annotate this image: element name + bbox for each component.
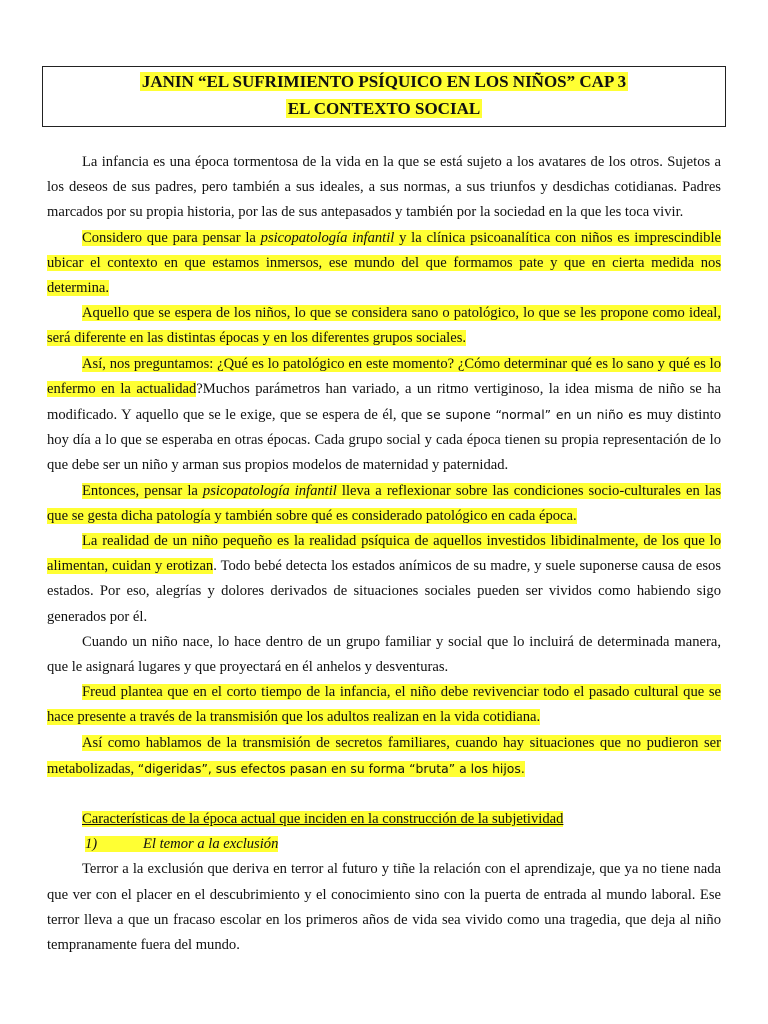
paragraph: Freud plantea que en el corto tiempo de la infancia, el niño debe revivenciar todo el pasado cultural que se hace presente a través de la transmisión que los adultos realizan en la vida cotidiana. — [47, 684, 721, 726]
paragraph: Así, nos preguntamos: ¿Qué es lo patológico en este momento? ¿Cómo determinar qué es lo sano y qué es lo enfermo en la actualidad?Muchos parámetros han variado, a un ritmo vertiginoso, la idea misma de niño se ha modificado. Y aquello que se le exige, que se espera de él, que se supone “normal” en un niño es muy distinto hoy día a lo que se esperaba en otras épocas. Cada grupo social y cada época tienen su propia representación de lo que debe ser un niño y arman sus propios modelos de maternidad y paternidad. — [47, 355, 721, 474]
section-heading: Características de la época actual que inciden en la construcción de la subjetividad — [82, 811, 564, 828]
subsection-heading: 1) El temor a la exclusión — [85, 836, 279, 853]
paragraph: Considero que para pensar la psicopatología infantil y la clínica psicoanalítica con niños es imprescindible ubicar el contexto en que estamos inmersos, ese mundo del que formamos pate y que en cierta medida nos determina. — [47, 229, 721, 297]
document-title: JANIN “EL SUFRIMIENTO PSÍQUICO EN LOS NIÑOS” CAP 3 — [141, 72, 627, 91]
document-body — [47, 150, 721, 958]
title-box — [42, 66, 726, 127]
paragraph: Entonces, pensar la psicopatología infantil lleva a reflexionar sobre las condiciones socio-culturales en las que se gesta dicha patología y también sobre qué es considerado patológico en cada época. — [47, 482, 721, 524]
paragraph: Terror a la exclusión que deriva en terror al futuro y tiñe la relación con el aprendizaje, que ya no tiene nada que ver con el placer en el descubrimiento y el conocimiento sino con la puerta de entrada al mundo laboral. Ese terror lleva a que un fracaso escolar en los primeros años de vida sea vivido como una tragedia, que deja al niño tempranamente fuera del mundo. — [47, 861, 721, 954]
paragraph: Cuando un niño nace, lo hace dentro de un grupo familiar y social que lo incluirá de determinada manera, que le asignará lugares y que proyectará en él anhelos y desventuras. — [47, 633, 721, 676]
paragraph: La realidad de un niño pequeño es la realidad psíquica de aquellos investidos libidinalmente, de los que lo alimentan, cuidan y erotizan. Todo bebé detecta los estados anímicos de su madre, y suele suponerse causa de esos estados. Por eso, alegrías y dolores derivados de situaciones sociales pueden ser vividos como habiendo sigo generados por él. — [47, 533, 722, 625]
paragraph: Aquello que se espera de los niños, lo que se considera sano o patológico, lo que se les propone como ideal, será diferente en las distintas épocas y en los diferentes grupos sociales. — [47, 305, 721, 347]
paragraph: Así como hablamos de la transmisión de secretos familiares, cuando hay situaciones que no pudieron ser metabolizadas, “digeridas”, sus efectos pasan en su forma “bruta” a los hijos. — [47, 734, 721, 777]
paragraph: La infancia es una época tormentosa de la vida en la que se está sujeto a los avatares de los otros. Sujetos a los deseos de sus padres, pero también a sus ideales, a sus normas, a sus triunfos y desdichas cotidianas. Padres marcados por su propia historia, por las de sus antepasados y también por la sociedad en la que les toca vivir. — [47, 154, 721, 221]
document-subtitle: EL CONTEXTO SOCIAL — [287, 99, 481, 118]
